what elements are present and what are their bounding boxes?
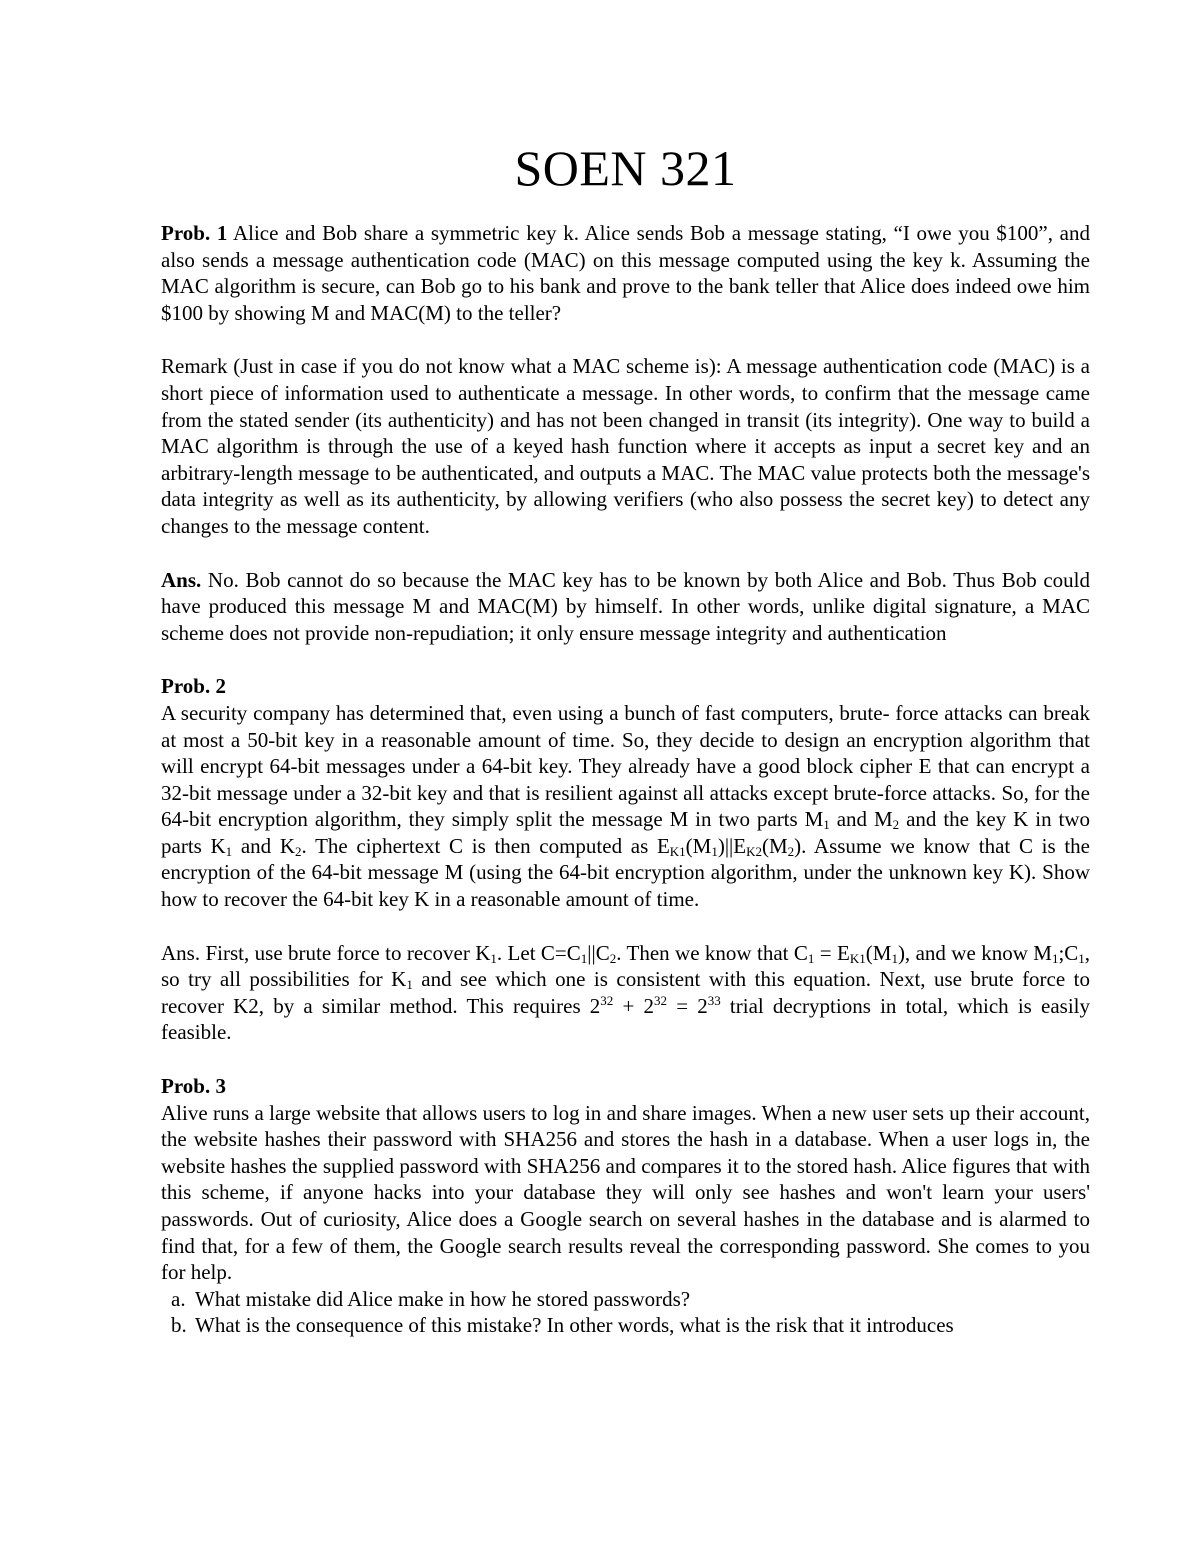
problem-1 xyxy=(161,220,1090,326)
problem-1-text: Alice and Bob share a symmetric key k. Alice sends Bob a message stating, “I owe you $100”, and also sends a message authentication code (MAC) on this message computed using the key k. Assuming the MAC algorithm is secure, can Bob go to his bank and prove to the bank teller that Alice does indeed owe him $100 by showing M and MAC(M) to the teller? xyxy=(161,221,1090,325)
list-item-text: What is the consequence of this mistake? In other words, what is the risk that it introduces xyxy=(195,1313,954,1338)
problem-2-label: Prob. 2 xyxy=(161,674,226,699)
list-item xyxy=(161,1286,1090,1313)
answer-text: No. Bob cannot do so because the MAC key has to be known by both Alice and Bob. Thus Bob could have produced this message M and MAC(M) by himself. In other words, unlike digital signature, a MAC scheme does not provide non-repudiation; it only ensure message integrity and authentication xyxy=(161,567,1090,645)
list-marker: a. xyxy=(171,1286,186,1311)
spacer xyxy=(161,1046,1090,1073)
problem-1-label: Prob. 1 xyxy=(161,221,228,245)
problem-3-text: Alive runs a large website that allows users to log in and share images. When a new user sets up their account, the website hashes their password with SHA256 and stores the hash in a database. When a user logs in, the website hashes the supplied password with SHA256 and compares it to the stored hash. Alice figures that with this scheme, if anyone hacks into your database they will only see hashes and won't learn your users' passwords. Out of curiosity, Alice does a Google search on several hashes in the database and is alarmed to find that, for a few of them, the Google search results reveal the corresponding password. She comes to you for help. xyxy=(161,1100,1090,1285)
problem-3-label: Prob. 3 xyxy=(161,1074,226,1099)
problem-2-answer: Ans. First, use brute force to recover $K_1$. Let $C=C_1||C_2$. Then we know that $C_1 = E_{K1}(M_1)$, and we know $M_1;C_1$, so try all possibilities for $K_1$ and see which one is consistent with this equation. Next, use brute force to recover K2, by a similar method. This requires $2^{32} + 2^{32} = 2^{33}$ trial decryptions in total, which is easily feasible. xyxy=(161,940,1091,1045)
spacer xyxy=(161,646,1090,673)
problem-1-answer xyxy=(161,567,1090,647)
list-marker: b. xyxy=(171,1313,187,1338)
problem-2-text: A security company has determined that, even using a bunch of fast computers, brute- force attacks can break at most a 50-bit key in a reasonable amount of time. So, they decide to design an encryption algorithm that will encrypt 64-bit messages under a 64-bit key. They already have a good block cipher E that can encrypt a 32-bit message under a 32-bit key and that is resilient against all attacks except brute-force attacks. So, for the 64-bit encryption algorithm, they simply split the message M in two parts $M_1$ and $M_2$ and the key K in two parts $K_1$ and $K_2$. The ciphertext C is then computed as $E_{K1}(M_1)||E_{K2}(M_2)$. Assume we know that C is the encryption of the 64-bit message M (using the 64-bit encryption algorithm, under the unknown key K). Show how to recover the 64-bit key K in a reasonable amount of time. xyxy=(161,700,1091,912)
page-title: SOEN 321 xyxy=(514,140,737,196)
list-item-text: What mistake did Alice make in how he stored passwords? xyxy=(195,1286,691,1311)
spacer xyxy=(161,326,1090,353)
spacer xyxy=(161,913,1090,940)
answer-label: Ans. xyxy=(161,567,202,592)
problem-3-questions xyxy=(161,1286,1090,1339)
spacer xyxy=(161,540,1090,567)
list-item xyxy=(161,1312,1090,1339)
problem-1-remark: Remark (Just in case if you do not know what a MAC scheme is): A message authentication code (MAC) is a short piece of information used to authenticate a message. In other words, to confirm that the message came from the stated sender (its authenticity) and has not been changed in transit (its integrity). One way to build a MAC algorithm is through the use of a keyed hash function where it accepts as input a secret key and an arbitrary-length message to be authenticated, and outputs a MAC. The MAC value protects both the message's data integrity as well as its authenticity, by allowing verifiers (who also possess the secret key) to detect any changes to the message content. xyxy=(161,354,1090,538)
